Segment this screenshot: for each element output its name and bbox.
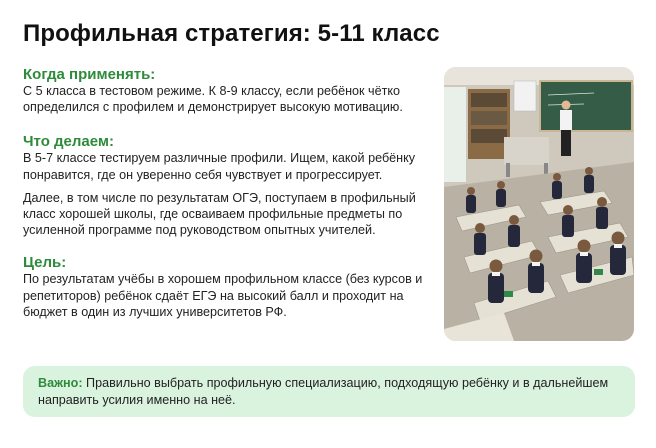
section-goal — [23, 254, 433, 320]
section-paragraph: В 5-7 классе тестируем различные профили. Ищем, какой ребёнку понравится, где он уверенно себя чувствует и прогрессирует. — [23, 151, 416, 182]
section-paragraph: Далее, в том числе по результатам ОГЭ, поступаем в профильный класс хорошей школы, где осваиваем профильные предметы по усиленной программе под руководством опытных учителей. — [23, 190, 416, 238]
important-note — [23, 366, 635, 417]
section-paragraph: По результатам учёбы в хорошем профильном классе (без курсов и репетиторов) ребёнок сдаёт ЕГЭ на высокий балл и проходит на бюджет в один из лучших университетов РФ. — [23, 272, 423, 319]
page-title: Профильная стратегия: 5-11 класс — [23, 20, 440, 47]
section-paragraph: С 5 класса в тестовом режиме. К 8-9 классу, если ребёнок чётко определился с профилем и демонстрирует высокую мотивацию. — [23, 84, 403, 115]
note-lead: Важно: — [38, 376, 83, 390]
note-text: Правильно выбрать профильную специализацию, подходящую ребёнку и в дальнейшем направить усилия именно на неё. — [38, 376, 609, 407]
classroom-illustration — [444, 67, 634, 341]
content-column — [23, 66, 433, 330]
section-heading: Когда применять: — [23, 66, 156, 83]
section-heading: Цель: — [23, 254, 67, 272]
section-what — [23, 133, 433, 238]
classroom-photo — [444, 67, 634, 341]
section-when — [23, 66, 433, 115]
section-heading: Что делаем: — [23, 133, 114, 151]
